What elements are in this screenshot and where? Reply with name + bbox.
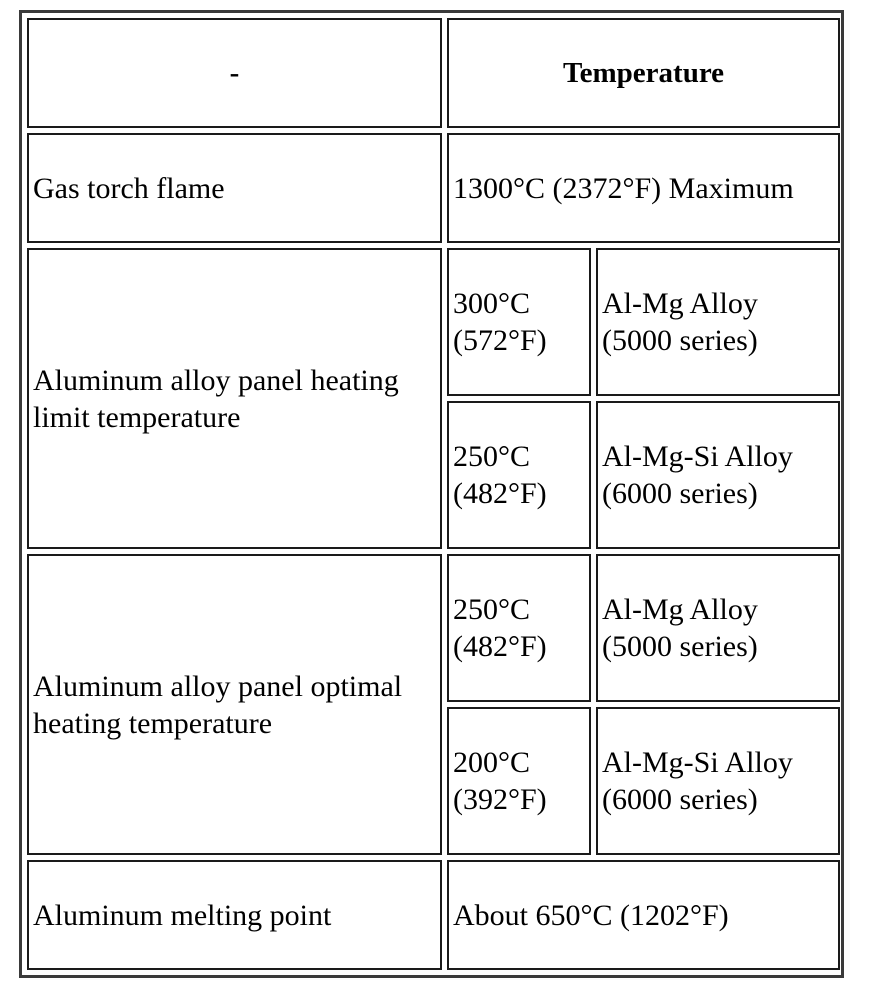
alloy-series: (5000 series) bbox=[602, 324, 758, 357]
temp-cell bbox=[447, 401, 591, 549]
table-row bbox=[27, 133, 840, 243]
table-row bbox=[27, 248, 840, 396]
temp-c: 300°C bbox=[453, 287, 531, 320]
alloy-name: Al-Mg Alloy bbox=[602, 593, 758, 626]
temp-f: (482°F) bbox=[453, 477, 547, 510]
optimal-heating-label: Aluminum alloy panel optimal heating temperature bbox=[27, 554, 442, 855]
alloy-cell bbox=[596, 248, 840, 396]
temp-cell bbox=[447, 707, 591, 855]
gas-torch-value: 1300°C (2372°F) Maximum bbox=[447, 133, 840, 243]
alloy-cell bbox=[596, 401, 840, 549]
alloy-series: (6000 series) bbox=[602, 783, 758, 816]
alloy-series: (6000 series) bbox=[602, 477, 758, 510]
temp-c: 250°C bbox=[453, 593, 531, 626]
temp-cell bbox=[447, 248, 591, 396]
temperature-table-frame bbox=[19, 10, 844, 978]
table-row bbox=[27, 554, 840, 702]
temp-cell bbox=[447, 554, 591, 702]
alloy-name: Al-Mg Alloy bbox=[602, 287, 758, 320]
temp-c: 250°C bbox=[453, 440, 531, 473]
table-row bbox=[27, 860, 840, 970]
temp-f: (392°F) bbox=[453, 783, 547, 816]
table-header-row bbox=[27, 18, 840, 128]
alloy-cell bbox=[596, 554, 840, 702]
temperature-table bbox=[22, 13, 845, 975]
temp-c: 200°C bbox=[453, 746, 531, 779]
alloy-cell bbox=[596, 707, 840, 855]
header-temperature: Temperature bbox=[447, 18, 840, 128]
alloy-name: Al-Mg-Si Alloy bbox=[602, 746, 793, 779]
alloy-series: (5000 series) bbox=[602, 630, 758, 663]
header-dash: - bbox=[27, 18, 442, 128]
melting-point-value: About 650°C (1202°F) bbox=[447, 860, 840, 970]
temp-f: (482°F) bbox=[453, 630, 547, 663]
heating-limit-label: Aluminum alloy panel heating limit temperature bbox=[27, 248, 442, 549]
alloy-name: Al-Mg-Si Alloy bbox=[602, 440, 793, 473]
gas-torch-label: Gas torch flame bbox=[27, 133, 442, 243]
melting-point-label: Aluminum melting point bbox=[27, 860, 442, 970]
temp-f: (572°F) bbox=[453, 324, 547, 357]
